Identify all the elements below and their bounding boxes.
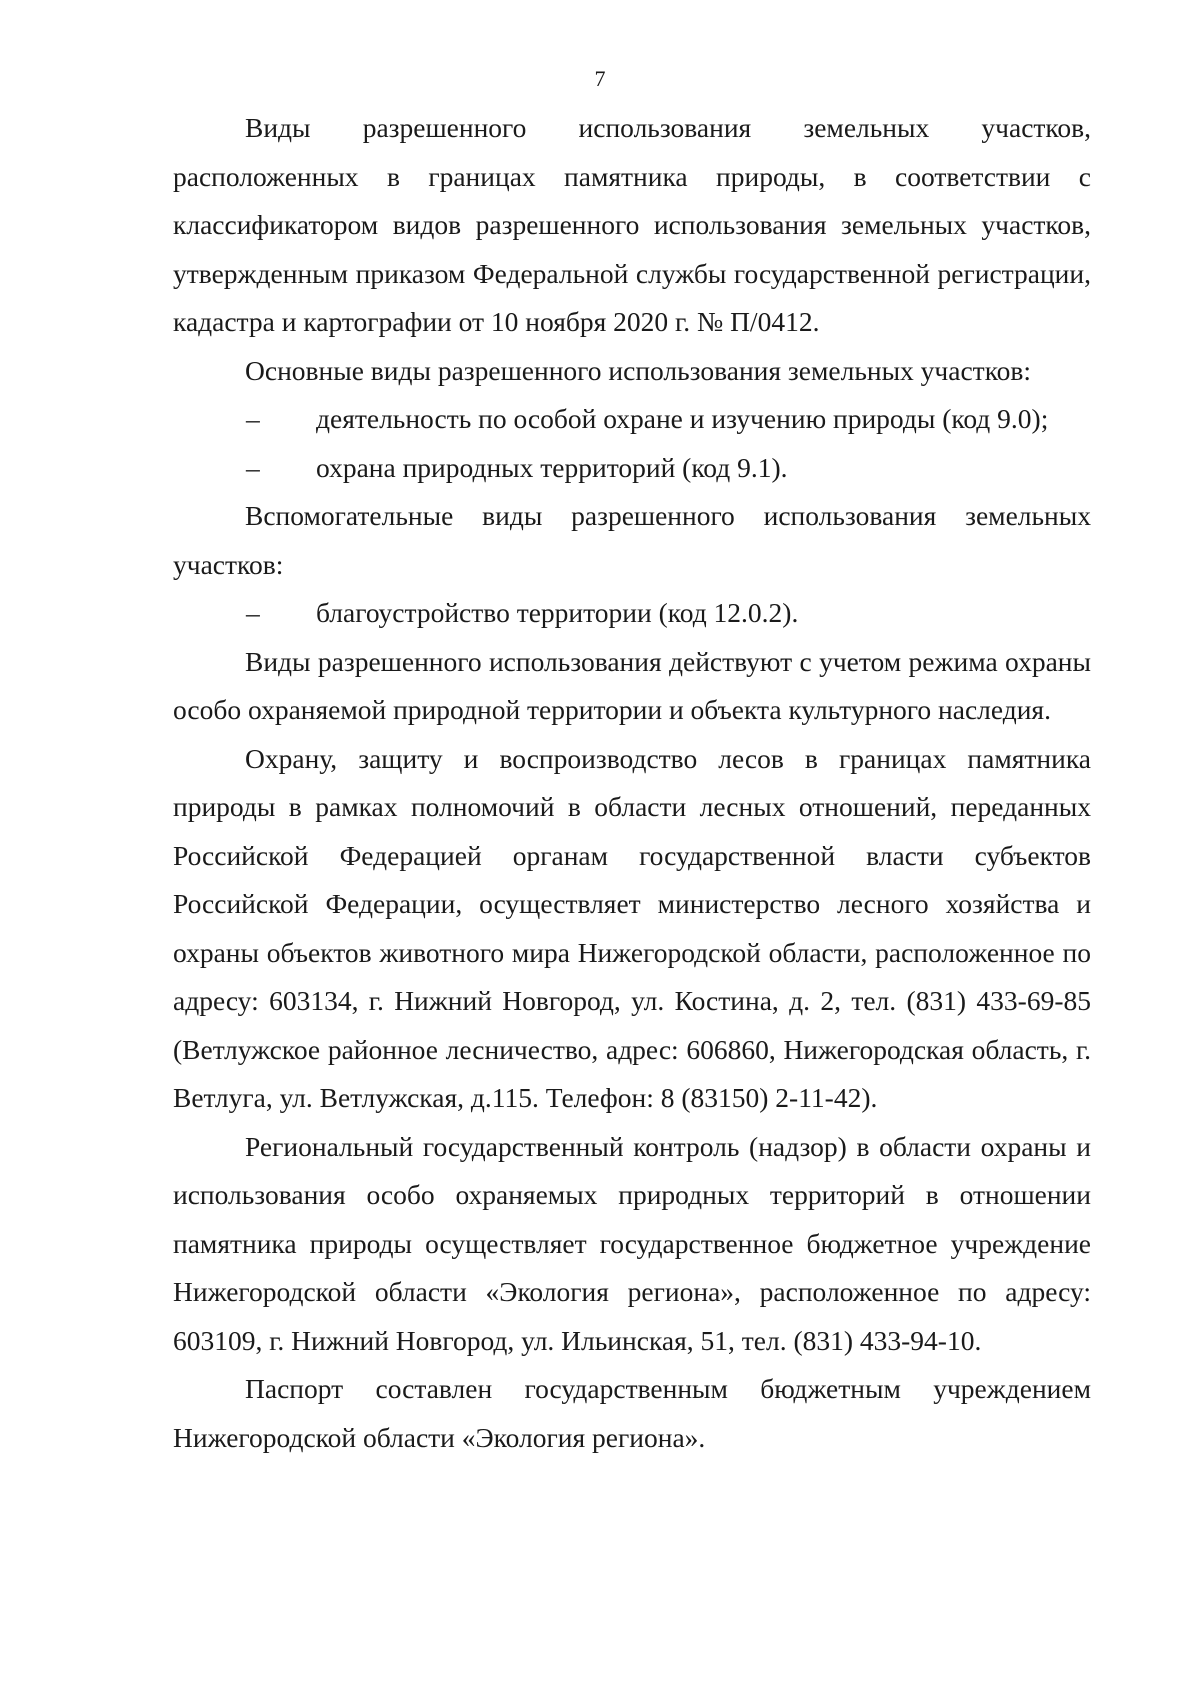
paragraph-passport-author: Паспорт составлен государственным бюджетным учреждением Нижегородской области «Экология региона».: [173, 1373, 1091, 1453]
page-number: 7: [594, 66, 606, 91]
list-item-text: деятельность по особой охране и изучению природы (код 9.0);: [316, 403, 1049, 434]
list-item-text: охрана природных территорий (код 9.1).: [316, 451, 788, 483]
dash-bullet: –: [246, 597, 260, 628]
list-item: [173, 589, 1091, 638]
dash-bullet: –: [246, 403, 260, 434]
list-item-text: благоустройство территории (код 12.0.2).: [316, 597, 799, 628]
paragraph-land-use-classifier: Виды разрешенного использования земельных участков, расположенных в границах памятника природы, в соответствии с классификатором видов разрешенного использования земельных участков, утвержденным приказом Федеральной службы государственной регистрации, кадастра и картографии от 10 ноября 2020 г. № П/0412.: [173, 112, 1091, 337]
paragraph-main-uses-heading: Основные виды разрешенного использования земельных участков:: [245, 354, 1032, 386]
list-item: [173, 395, 1091, 444]
paragraph-auxiliary-uses-heading: Вспомогательные виды разрешенного использования земельных участков:: [173, 500, 1091, 580]
list-item: [173, 444, 1091, 493]
paragraph-state-control: Региональный государственный контроль (надзор) в области охраны и использования особо охраняемых природных территорий в отношении памятника природы осуществляет государственное бюджетное учреждение Нижегородской области «Экология региона», расположенное по адресу: 603109, г. Нижний Новгород, ул. Ильинская, 51, тел. (831) 433-94-10.: [173, 1130, 1091, 1356]
paragraph-forest-protection: Охрану, защиту и воспроизводство лесов в границах памятника природы в рамках полномочий в области лесных отношений, переданных Российской Федерацией органам государственной власти субъектов Российской Федерации, осуществляет министерство лесного хозяйства и охраны объектов животного мира Нижегородской области, расположенное по адресу: 603134, г. Нижний Новгород, ул. Костина, д. 2, тел. (831) 433-69-85 (Ветлужское районное лесничество, адрес: 606860, Нижегородская область, г. Ветлуга, ул. Ветлужская, д.115. Телефон: 8 (83150) 2-11-42).: [173, 742, 1091, 1113]
paragraph-protection-regime: Виды разрешенного использования действуют с учетом режима охраны особо охраняемой природной территории и объекта культурного наследия.: [173, 645, 1091, 725]
document-body: [173, 104, 1091, 1462]
dash-bullet: –: [246, 451, 260, 483]
